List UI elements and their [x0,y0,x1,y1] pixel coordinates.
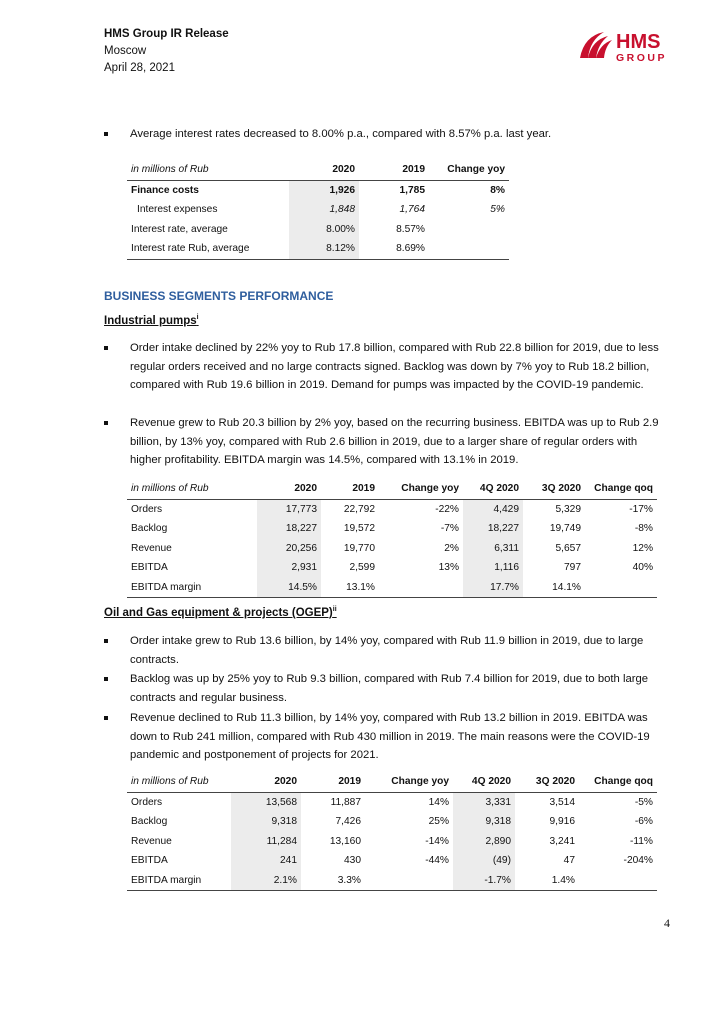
table-cell: 14.5% [257,578,321,598]
bullet-text: Order intake declined by 22% yoy to Rub 17.8 billion, compared with Rub 22.8 billion for 2019, due to less regular orders received and no large contracts signed. Backlog was down by 7% yoy to Rub 18.2 billion, compared with Rub 19.6 billion in 2019. Demand for pumps was impacted by the COVID-19 pandemic. [130,342,659,391]
table-cell: EBITDA [131,562,168,574]
table-cell [379,578,463,598]
table-cell: Revenue [131,542,172,554]
bullet-text: Revenue grew to Rub 20.3 billion by 2% yoy, based on the recurring business. EBITDA was up to Rub 2.9 billion, by 13% yoy, compared with Rub 2.6 billion in 2019, due to a larger share of regular orders with higher profitability. EBITDA margin was 14.5%, compared with 13.1% in 2019. [130,417,659,466]
table-cell: 1,926 [289,180,359,200]
table-row [127,792,657,812]
pumps-bullet [104,339,664,395]
table-cell: 19,749 [549,523,581,535]
table-cell: EBITDA margin [127,871,231,891]
bullet-text: Average interest rates decreased to 8.00% p.a., compared with 8.57% p.a. last year. [130,128,552,140]
table-cell: 13% [438,562,459,574]
table-row [127,180,509,200]
bullet-text: Order intake grew to Rub 13.6 billion, by 14% yoy, compared with Rub 11.9 billion in 2019, due to large contracts. [130,635,644,666]
table-cell: 2.1% [231,871,301,891]
table-cell: Backlog [131,816,168,828]
pumps-title-text: Industrial pumps [104,314,197,327]
table-header-row [127,772,657,792]
table-cell: Interest expenses [137,204,218,216]
table-cell: 2,931 [257,558,321,578]
table-cell: EBITDA margin [127,578,257,598]
table-cell: Backlog [131,523,168,535]
ogep-title-text: Oil and Gas equipment & projects (OGEP) [104,606,333,619]
table-header-cell: 3Q 2020 [523,479,585,499]
table-cell: Interest rate, average [131,223,228,235]
table-cell: -17% [629,503,653,515]
table-cell: Orders [131,503,163,515]
table-cell: 40% [632,562,653,574]
table-cell: 8.00% [289,220,359,240]
table-header-cell: Change qoq [579,772,657,792]
table-cell: 5,329 [555,503,581,515]
table-row [127,812,657,832]
table-header-cell: Change yoy [379,479,463,499]
table-cell: -22% [435,503,459,515]
table-cell: 8% [490,184,505,196]
bullet-square-icon [104,132,108,136]
bullet-square-icon [104,421,108,425]
table-cell: 430 [344,855,361,867]
table-row [127,851,657,871]
table-cell: 8.57% [396,223,425,235]
table-header-cell: in millions of Rub [127,772,231,792]
table-row [127,558,657,578]
table-header-cell: 2019 [301,772,365,792]
table-cell: 19,572 [343,523,375,535]
table-cell: 3.3% [301,871,365,891]
table-cell: 1,116 [463,558,523,578]
table-cell: 17,773 [257,499,321,519]
table-cell: 11,887 [330,796,361,808]
table-cell: 3,331 [453,792,515,812]
table-cell: 8.69% [359,239,429,259]
finance-costs-table [127,160,509,260]
page-number: 4 [664,916,670,930]
ogep-bullet [104,709,664,765]
table-row [127,539,657,559]
table-cell: 4,429 [463,499,523,519]
table-row [127,578,657,598]
table-cell: Interest rate Rub, average [127,239,289,259]
table-cell: -8% [634,523,653,535]
bullet-square-icon [104,716,108,720]
bullet-square-icon [104,346,108,350]
table-cell: -14% [425,835,449,847]
table-header-cell: in millions of Rub [127,479,257,499]
table-header-cell: 4Q 2020 [463,479,523,499]
table-row [127,220,509,240]
table-header-cell: 2020 [257,479,321,499]
table-cell: 18,227 [463,519,523,539]
table-cell: 22,792 [343,503,375,515]
table-header-row [127,479,657,499]
table-cell: 19,770 [343,542,375,554]
table-cell: 3,241 [549,835,575,847]
release-title: HMS Group IR Release [104,28,229,40]
interest-rate-bullet [104,125,664,144]
table-cell [429,220,509,240]
table-cell: 797 [564,562,581,574]
table-header-cell: 2020 [289,160,359,180]
bullet-square-icon [104,677,108,681]
footnote-ref: i [196,314,199,321]
footnote-ref: ii [332,606,337,613]
table-cell: Revenue [131,835,172,847]
ogep-bullet [104,670,664,707]
table-cell: -6% [634,816,653,828]
table-cell: 5,657 [555,542,581,554]
table-cell: Orders [131,796,163,808]
table-cell: 12% [632,542,653,554]
table-cell: 17.7% [463,578,523,598]
table-cell: 47 [563,855,575,867]
table-row [127,499,657,519]
table-cell [365,871,453,891]
section-title: BUSINESS SEGMENTS PERFORMANCE [104,289,334,303]
table-cell: Finance costs [131,184,199,196]
pumps-bullet [104,414,664,470]
table-cell: 11,284 [231,832,301,852]
table-row [127,239,509,259]
table-cell: -204% [623,855,653,867]
ogep-bullet [104,632,664,669]
table-cell: 9,318 [453,812,515,832]
table-cell: 1,848 [289,200,359,220]
ogep-title [104,606,337,619]
table-cell [585,578,657,598]
ogep-table [127,772,657,891]
table-header-cell: Change yoy [365,772,453,792]
table-header-cell: in millions of Rub [127,160,289,180]
table-cell: 2,599 [349,562,375,574]
table-cell: 1.4% [515,871,579,891]
hms-group-logo [578,28,670,64]
table-header-cell: Change qoq [585,479,657,499]
pumps-table [127,479,657,598]
table-header-cell: 2019 [359,160,429,180]
bullet-text: Revenue declined to Rub 11.3 billion, by 14% yoy, compared with Rub 13.2 billion in 2019. EBITDA was down to Rub 241 million, compared with Rub 430 million in 2019. The main reasons were the COVID-19 pandemic and postponement of projects for 2021. [130,712,650,761]
release-date: April 28, 2021 [104,62,175,74]
table-cell [429,239,509,259]
table-cell: 5% [490,204,505,216]
bullet-square-icon [104,639,108,643]
table-cell: 1,785 [399,184,425,196]
table-cell: 14% [428,796,449,808]
table-header-cell: 3Q 2020 [515,772,579,792]
table-row [127,200,509,220]
table-cell: 13.1% [321,578,379,598]
table-cell: 2% [444,542,459,554]
table-row [127,871,657,891]
bullet-text: Backlog was up by 25% yoy to Rub 9.3 billion, compared with Rub 7.4 billion for 2019, due to both large contracts and regular business. [130,673,649,704]
table-cell: EBITDA [131,855,168,867]
logo-top-text: HMS [616,31,661,53]
table-cell: 20,256 [257,539,321,559]
release-city: Moscow [104,45,147,57]
table-cell: 1,764 [399,204,425,216]
table-cell: 25% [428,816,449,828]
pumps-title [104,314,199,327]
table-cell: 9,916 [549,816,575,828]
table-header-cell: Change yoy [429,160,509,180]
table-cell: -1.7% [453,871,515,891]
table-cell: -7% [440,523,459,535]
table-cell: 13,568 [231,792,301,812]
table-header-cell: 2020 [231,772,301,792]
table-cell: 8.12% [289,239,359,259]
table-row [127,832,657,852]
table-cell: -44% [425,855,449,867]
table-cell: 7,426 [335,816,361,828]
table-cell: 241 [231,851,301,871]
table-cell: 14.1% [523,578,585,598]
table-cell: 9,318 [231,812,301,832]
table-cell: -5% [634,796,653,808]
table-header-cell: 4Q 2020 [453,772,515,792]
table-cell [579,871,657,891]
table-cell: 6,311 [463,539,523,559]
table-cell: 3,514 [549,796,575,808]
table-row [127,519,657,539]
table-header-row [127,160,509,180]
logo-bottom-text: GROUP [616,52,668,64]
table-cell: 2,890 [453,832,515,852]
table-header-cell: 2019 [321,479,379,499]
table-cell: 18,227 [257,519,321,539]
table-cell: 13,160 [329,835,361,847]
table-cell: (49) [453,851,515,871]
table-cell: -11% [629,835,653,847]
